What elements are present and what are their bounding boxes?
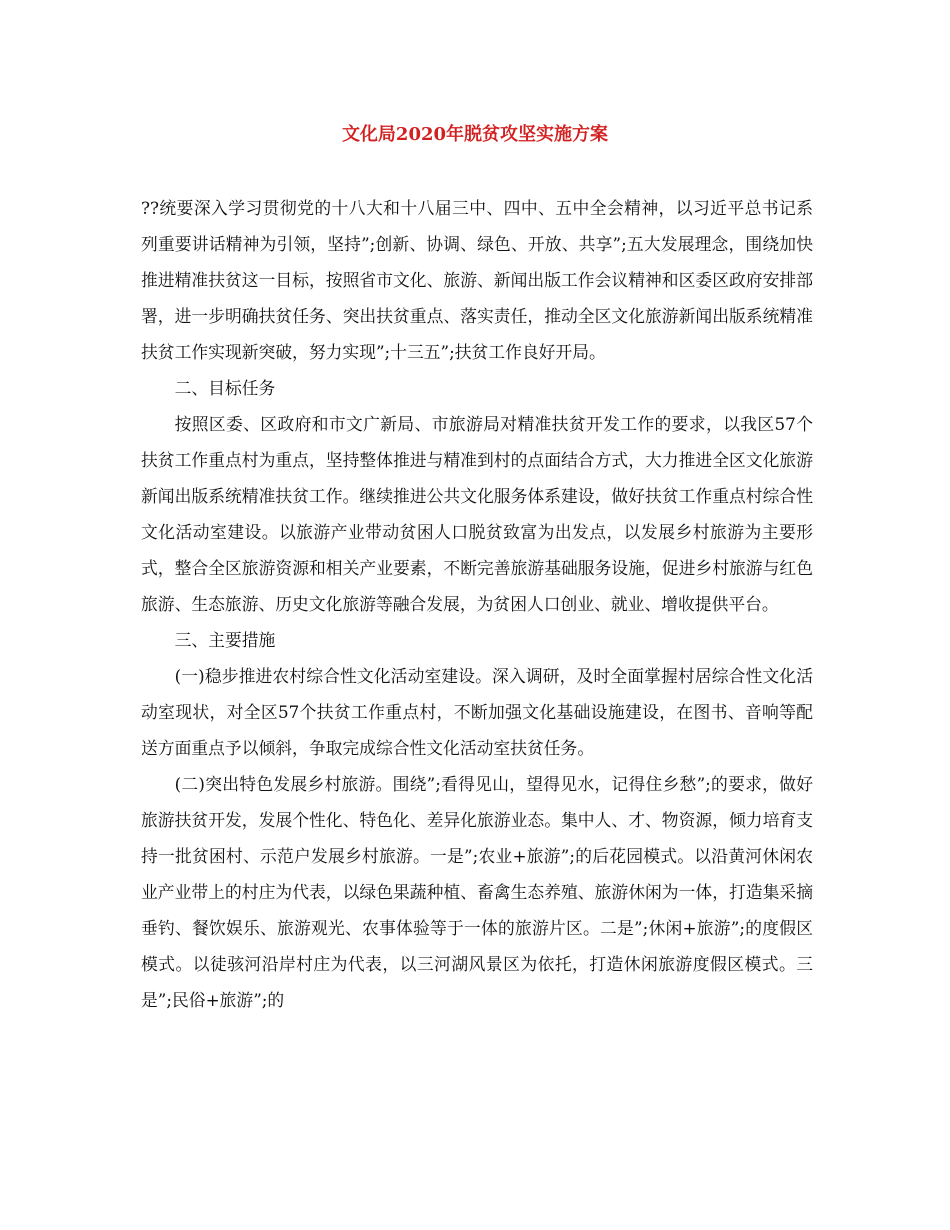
paragraph-intro: ??统要深入学习贯彻党的十八大和十八届三中、四中、五中全会精神，以习近平总书记系列重要讲话精神为引领，坚持”;创新、协调、绿色、开放、共享”;五大发展理念，围绕加快推进精准扶贫这一目标，按照省市文化、旅游、新闻出版工作会议精神和区委区政府安排部署，进一步明确扶贫任务、突出扶贫重点、落实责任，推动全区文化旅游新闻出版系统精准扶贫工作实现新突破，努力实现”;十三五”;扶贫工作良好开局。 bbox=[141, 198, 813, 362]
document-title: 文化局2020年脱贫攻坚实施方案 bbox=[341, 124, 609, 145]
paragraph-goals: 按照区委、区政府和市文广新局、市旅游局对精准扶贫开发工作的要求，以我区57个扶贫工作重点村为重点，坚持整体推进与精准到村的点面结合方式，大力推进全区文化旅游新闻出版系统精准扶贫工作。继续推进公共文化服务体系建设，做好扶贫工作重点村综合性文化活动室建设。以旅游产业带动贫困人口脱贫致富为出发点，以发展乡村旅游为主要形式，整合全区旅游资源和相关产业要素，不断完善旅游基础服务设施，促进乡村旅游与红色旅游、生态旅游、历史文化旅游等融合发展，为贫困人口创业、就业、增收提供平台。 bbox=[141, 414, 813, 614]
section-heading-goals: 二、目标任务 bbox=[174, 378, 276, 398]
section-heading-measures: 三、主要措施 bbox=[174, 630, 276, 650]
paragraph-measure-1: (一)稳步推进农村综合性文化活动室建设。深入调研，及时全面掌握村居综合性文化活动室现状，对全区57个扶贫工作重点村，不断加强文化基础设施建设，在图书、音响等配送方面重点予以倾斜，争取完成综合性文化活动室扶贫任务。 bbox=[141, 666, 813, 758]
document-body bbox=[141, 190, 813, 1018]
paragraph-measure-2: (二)突出特色发展乡村旅游。围绕”;看得见山，望得见水，记得住乡愁”;的要求，做好旅游扶贫开发，发展个性化、特色化、差异化旅游业态。集中人、才、物资源，倾力培育支持一批贫困村、示范户发展乡村旅游。一是”;农业+旅游”;的后花园模式。以沿黄河休闲农业产业带上的村庄为代表，以绿色果蔬种植、畜禽生态养殖、旅游休闲为一体，打造集采摘垂钓、餐饮娱乐、旅游观光、农事体验等于一体的旅游片区。二是”;休闲+旅游”;的度假区模式。以徒骇河沿岸村庄为代表，以三河湖风景区为依托，打造休闲旅游度假区模式。三是”;民俗+旅游”;的 bbox=[141, 774, 813, 1010]
